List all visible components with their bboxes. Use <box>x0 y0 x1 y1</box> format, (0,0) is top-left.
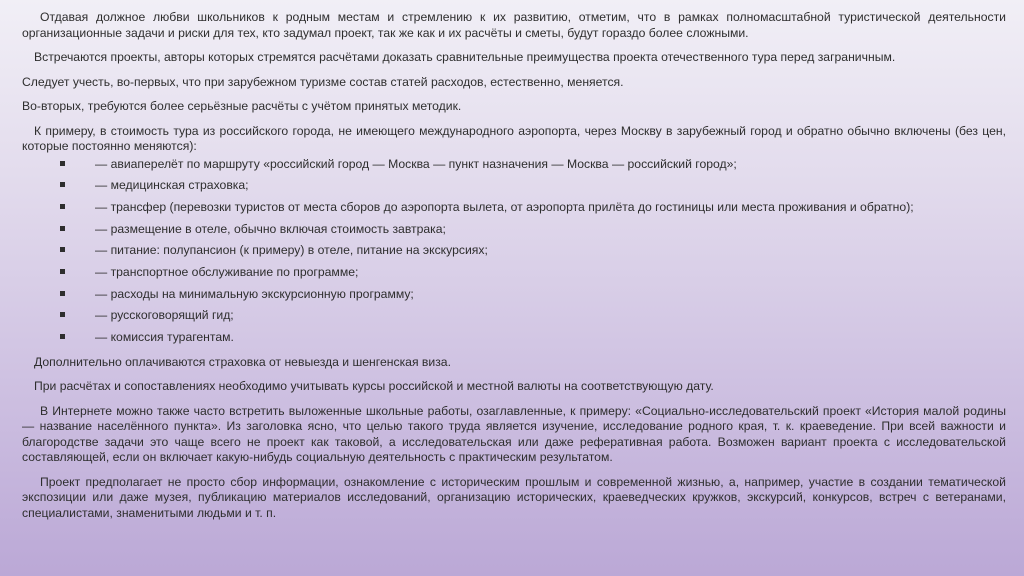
paragraph-second-point: Во-вторых, требуются более серьёзные расчёты с учётом принятых методик. <box>22 99 462 113</box>
square-bullet-icon <box>60 182 65 187</box>
paragraph-comparison: Встречаются проекты, авторы которых стремятся расчётами доказать сравнительные преимущества проекта отечественного тура перед заграничным. <box>34 50 896 64</box>
list-item-text: — трансфер (перевозки туристов от места сборов до аэропорта вылета, от аэропорта прилёта до гостиницы или места проживания и обратно); <box>95 199 914 214</box>
cost-items-list <box>22 157 1006 346</box>
list-item-text: — авиаперелёт по маршруту «российский город — Москва — пункт назначения — Москва — российский город»; <box>95 156 737 171</box>
paragraph-project-definition: Проект предполагает не просто сбор информации, ознакомление с историческим прошлым и современной жизнью, а, например, участие в создании тематической экспозиции или даже музея, публикацию материалов исследований, организацию исторических, краеведческих кружков, экскурсий, конкурсов, встреч с ветеранами, специалистами, знаменитыми людьми и т. п. <box>22 474 1006 520</box>
list-item <box>22 222 1006 238</box>
list-item-text: — комиссия турагентам. <box>95 330 234 344</box>
list-item-text: — питание: полупансион (к примеру) в отеле, питание на экскурсиях; <box>95 243 488 258</box>
paragraph-internet-works: В Интернете можно также часто встретить выложенные школьные работы, озаглавленные, к примеру: «Социально-исследовательский проект «История малой родины — название населённого пункта». Из заголовка ясно, что целью такого труда является изучение, исследование родного края, т. к. краеведение. При всей важности и благородстве задачи это чаще всего не проект как таковой, а исследовательская или даже реферативная работа. Возможен вариант проекта с исследовательской составляющей, если он включает какую-нибудь социальную деятельность с практическим результатом. <box>22 403 1006 464</box>
square-bullet-icon <box>60 312 65 317</box>
square-bullet-icon <box>60 161 65 166</box>
list-item-text: — медицинская страховка; <box>95 178 249 193</box>
list-item <box>22 265 1006 281</box>
square-bullet-icon <box>60 334 65 339</box>
list-item <box>22 200 1006 216</box>
list-item <box>22 178 1006 194</box>
list-item <box>22 287 1006 303</box>
paragraph-extra-costs: Дополнительно оплачиваются страховка от невыезда и шенгенская виза. <box>34 354 451 369</box>
list-item-text: — транспортное обслуживание по программе; <box>95 264 359 279</box>
list-item <box>22 157 1006 173</box>
paragraph-example: К примеру, в стоимость тура из российского города, не имеющего международного аэропорта, через Москву в зарубежный город и обратно обычно включены (без цен, которые постоянно меняются): <box>22 123 1006 153</box>
square-bullet-icon <box>60 247 65 252</box>
list-item <box>22 308 1006 324</box>
paragraph-intro: Отдавая должное любви школьников к родным местам и стремлению к их развитию, отметим, что в рамках полномасштабной туристической деятельности организационные задачи и риски для тех, кто задумал проект, так же как и их расчёты и сметы, будут гораздо более сложными. <box>22 10 1006 40</box>
square-bullet-icon <box>60 226 65 231</box>
list-item <box>22 330 1006 346</box>
square-bullet-icon <box>60 269 65 274</box>
list-item <box>22 243 1006 259</box>
list-item-text: — размещение в отеле, обычно включая стоимость завтрака; <box>95 221 446 236</box>
square-bullet-icon <box>60 291 65 296</box>
square-bullet-icon <box>60 204 65 209</box>
list-item-text: — расходы на минимальную экскурсионную программу; <box>95 286 414 301</box>
list-item-text: — русскоговорящий гид; <box>95 308 234 323</box>
paragraph-currency: При расчётах и сопоставлениях необходимо учитывать курсы российской и местной валюты на соответствующую дату. <box>34 379 714 393</box>
paragraph-first-point: Следует учесть, во-первых, что при зарубежном туризме состав статей расходов, естественно, меняется. <box>22 74 624 89</box>
